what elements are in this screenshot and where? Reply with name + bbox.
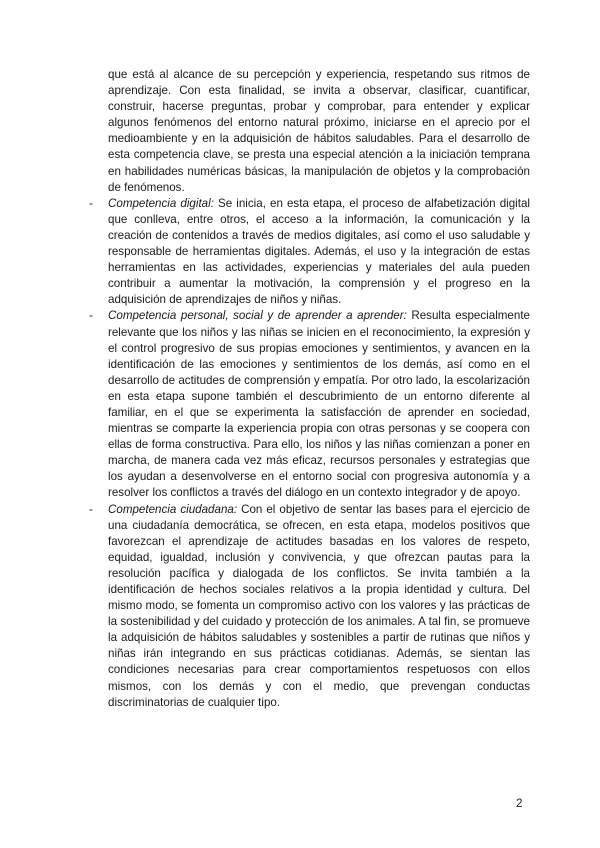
competence-digital-item bbox=[89, 196, 531, 309]
list-bullet: - bbox=[89, 502, 93, 516]
list-bullet: - bbox=[89, 309, 93, 323]
competence-citizenship-title: Competencia ciudadana: bbox=[108, 502, 238, 516]
competence-personal-title: Competencia personal, social y de aprender a aprender: bbox=[108, 309, 407, 323]
competence-citizenship-item bbox=[89, 502, 530, 711]
intro-paragraph: que está al alcance de su percepción y experiencia, respetando sus ritmos de aprendizaje. Con esta finalidad, se invita a observar, clasificar, cuantificar, construir, hacerse preguntas, probar y comprobar, para entender y explicar algunos fenómenos del entorno natural próximo, iniciarse en el aprecio por el medioambiente y en la adquisición de hábitos saludables. Para el desarrollo de esta competencia clave, se presta una especial atención a la iniciación temprana en habilidades numéricas básicas, la manipulación de objetos y la comprobación de fenómenos. bbox=[108, 68, 530, 194]
competence-personal-text: Resulta especialmente relevante que los niños y las niñas se inicien en el reconocimiento, la expresión y el control progresivo de sus propias emociones y sentimientos, y avancen en la identificación de las emociones y sentimientos de los demás, así como en el desarrollo de actitudes de comprensión y empatía. Por otro lado, la escolarización en esta etapa supone también el descubrimiento de un entorno diferente al familiar, en el que se experimenta la satisfacción de aprender en sociedad, mientras se comparte la experiencia propia con otras personas y se coopera con ellas de forma constructiva. Para ello, los niños y las niñas comienzan a poner en marcha, de manera cada vez más eficaz, recursos personales y estrategias que los ayudan a desenvolverse en el entorno social con progresiva autonomía y a resolver los conflictos a través del diálogo en un contexto integrador y de apoyo. bbox=[108, 309, 530, 500]
page-number: 2 bbox=[516, 797, 523, 810]
competence-personal-item bbox=[89, 308, 530, 501]
competence-digital-title: Competencia digital: bbox=[108, 196, 214, 210]
list-bullet: - bbox=[89, 196, 93, 210]
competence-citizenship-text: Con el objetivo de sentar las bases para el ejercicio de una ciudadanía democrática, se ofrecen, en esta etapa, modelos positivos que favorezcan el aprendizaje de actitudes basadas en los valores de respeto, equidad, igualdad, inclusión y convivencia, y que ofrezcan pautas para la resolución pacífica y dialogada de los conflictos. Se invita también a la identificación de hechos sociales relativos a la propia identidad y cultura. Del mismo modo, se fomenta un compromiso activo con los valores y las prácticas de la sostenibilidad y del cuidado y protección de los animales. A tal fin, se promueve la adquisición de hábitos saludables y sostenibles a partir de rutinas que niños y niñas irán integrando en sus prácticas cotidianas. Además, se sientan las condiciones necesarias para crear comportamientos respetuosos con ellos mismos, con los demás y con el medio, que prevengan conductas discriminatorias de cualquier tipo. bbox=[108, 502, 530, 709]
body-text bbox=[89, 67, 531, 711]
competence-digital-text: Se inicia, en esta etapa, el proceso de alfabetización digital que conlleva, entre otros, el acceso a la información, la comunicación y la creación de contenidos a través de medios digitales, así como el uso saludable y responsable de herramientas digitales. Además, el uso y la integración de estas herramientas en las actividades, experiencias y materiales del aula pueden contribuir a aumentar la motivación, la comprensión y el progreso en la adquisición de aprendizajes de niños y niñas. bbox=[108, 196, 531, 307]
